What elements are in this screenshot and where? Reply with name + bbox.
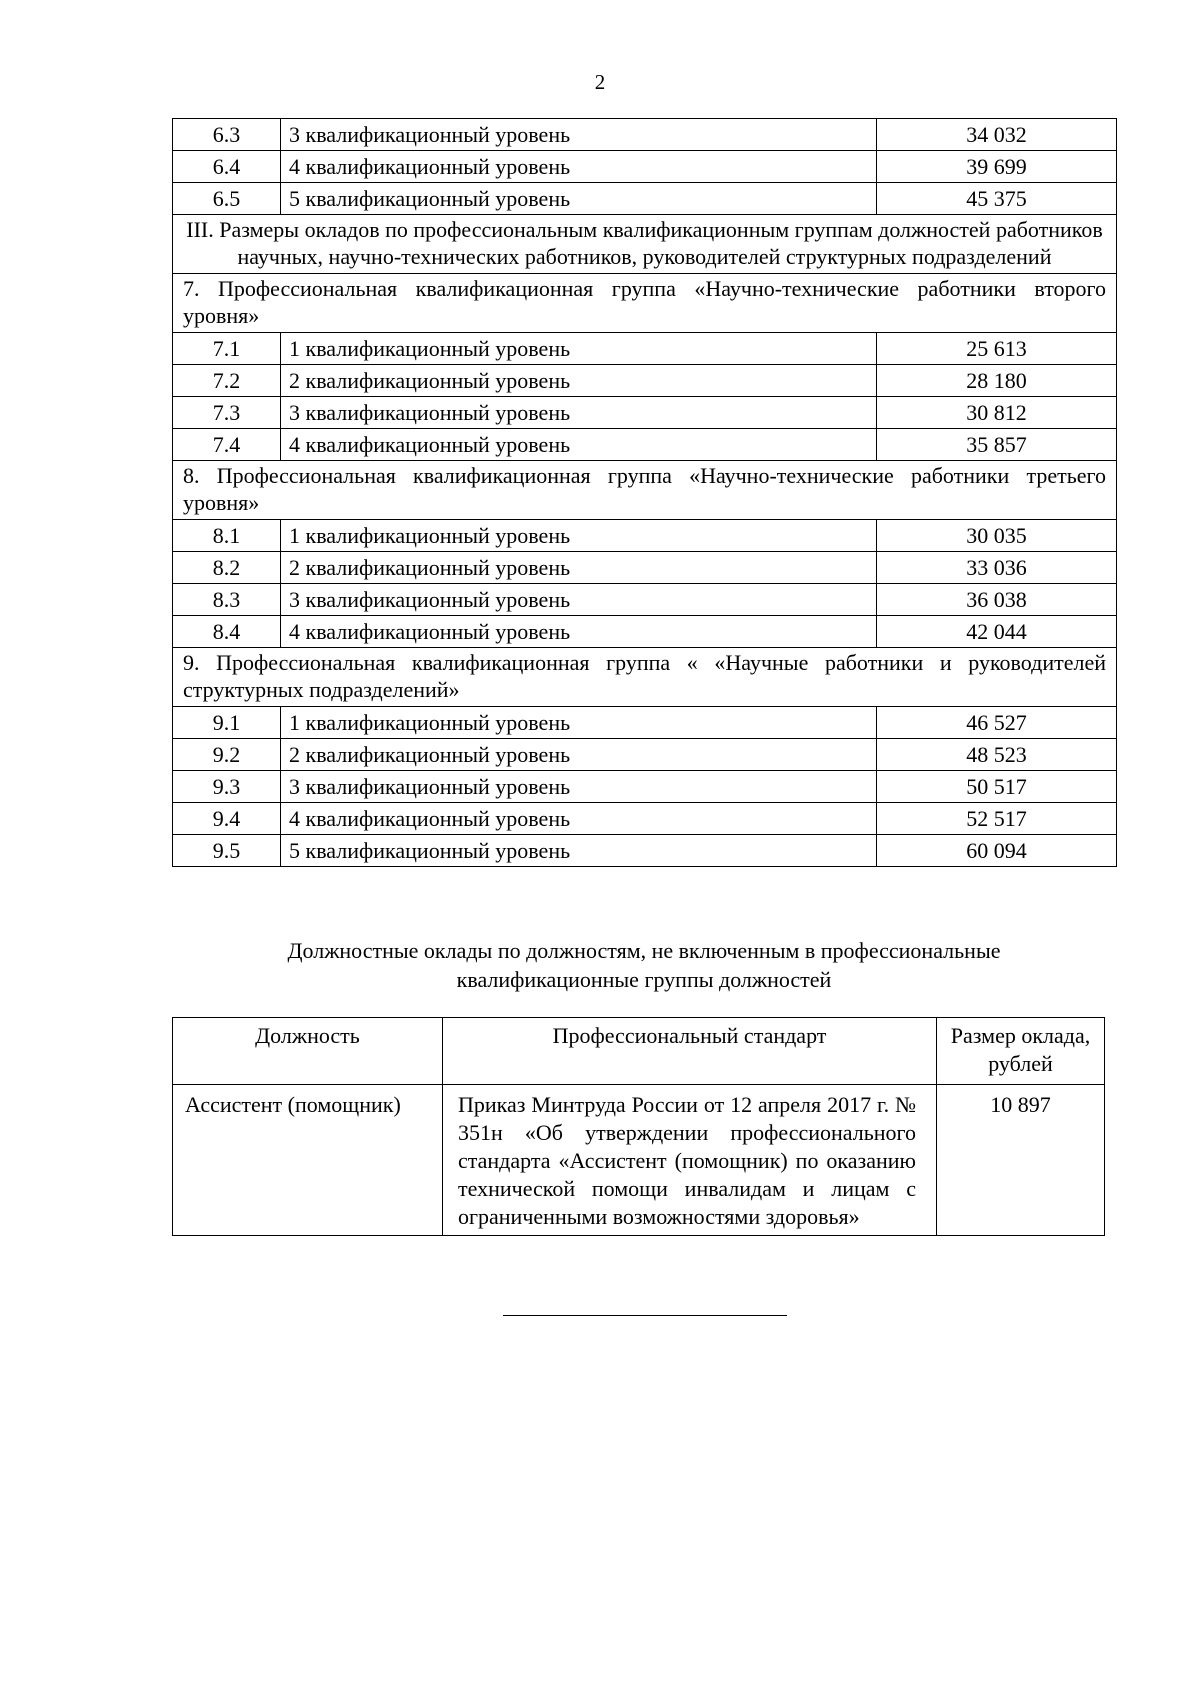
professional-standard-text: Приказ Минтруда России от 12 апреля 2017 г. № 351н «Об утверждении профессионального стандарта «Ассистент (помощник) по оказанию технической помощи инвалидам и лицам с (458, 1092, 916, 1201)
table-row (173, 1085, 1105, 1236)
row-salary-value: 46 527 (877, 707, 1117, 739)
row-salary-value: 25 613 (877, 333, 1117, 365)
row-salary-value: 36 038 (877, 584, 1117, 616)
row-number: 9.5 (173, 835, 281, 867)
group-title: 9. Профессиональная квалификационная группа « «Научные работники и руководителей структурных подразделений» (173, 648, 1117, 707)
table-row (173, 771, 1117, 803)
row-salary-value: 60 094 (877, 835, 1117, 867)
row-level-name: 1 квалификационный уровень (281, 333, 877, 365)
row-salary-value: 45 375 (877, 183, 1117, 215)
table-row (173, 739, 1117, 771)
extra-positions-heading-line: квалификационные группы должностей (456, 967, 832, 992)
row-level-name: 2 квалификационный уровень (281, 552, 877, 584)
row-number: 8.1 (173, 520, 281, 552)
table-row (173, 707, 1117, 739)
row-salary-value: 35 857 (877, 429, 1117, 461)
table-row (173, 397, 1117, 429)
row-number: 6.4 (173, 151, 281, 183)
professional-standard-text-end: ограниченными возможностями здоровья» (458, 1204, 860, 1229)
row-level-name: 4 квалификационный уровень (281, 616, 877, 648)
group-title-row (173, 274, 1117, 333)
table-row (173, 333, 1117, 365)
column-header-position: Должность (173, 1018, 443, 1085)
table-row (173, 151, 1117, 183)
row-number: 7.1 (173, 333, 281, 365)
section-heading-row (173, 215, 1117, 274)
page-number: 2 (594, 70, 606, 94)
end-divider (503, 1315, 787, 1316)
row-level-name: 3 квалификационный уровень (281, 119, 877, 151)
salary-table (172, 118, 1117, 867)
row-level-name: 3 квалификационный уровень (281, 397, 877, 429)
section-heading: III. Размеры окладов по профессиональным квалификационным группам должностей работников научных, научно-технических работников, руководителей структурных подразделений (173, 215, 1117, 274)
row-salary-value: 30 035 (877, 520, 1117, 552)
row-number: 8.4 (173, 616, 281, 648)
column-header-standard: Профессиональный стандарт (443, 1018, 937, 1085)
table-row (173, 365, 1117, 397)
table-row (173, 429, 1117, 461)
row-level-name: 1 квалификационный уровень (281, 520, 877, 552)
row-salary-value: 28 180 (877, 365, 1117, 397)
table-row (173, 119, 1117, 151)
professional-standard (443, 1085, 937, 1236)
row-salary-value: 33 036 (877, 552, 1117, 584)
group-title-row (173, 461, 1117, 520)
row-salary-value: 42 044 (877, 616, 1117, 648)
group-title-row (173, 648, 1117, 707)
row-number: 6.5 (173, 183, 281, 215)
extra-positions-heading-line: Должностные оклады по должностям, не включенным в профессиональные (287, 938, 1001, 963)
row-number: 8.3 (173, 584, 281, 616)
group-title: 8. Профессиональная квалификационная группа «Научно-технические работники третьего уровня» (173, 461, 1117, 520)
salary-amount: 10 897 (937, 1085, 1105, 1236)
table-row (173, 520, 1117, 552)
row-level-name: 5 квалификационный уровень (281, 835, 877, 867)
table-header-row (173, 1018, 1105, 1085)
row-level-name: 3 квалификационный уровень (281, 771, 877, 803)
column-header-salary (937, 1018, 1105, 1085)
table-row (173, 552, 1117, 584)
table-row (173, 835, 1117, 867)
position-name: Ассистент (помощник) (173, 1085, 443, 1236)
column-header-salary-line: Размер оклада, (950, 1023, 1091, 1048)
table-row (173, 584, 1117, 616)
row-number: 6.3 (173, 119, 281, 151)
row-level-name: 4 квалификационный уровень (281, 429, 877, 461)
row-salary-value: 39 699 (877, 151, 1117, 183)
row-salary-value: 34 032 (877, 119, 1117, 151)
row-level-name: 2 квалификационный уровень (281, 739, 877, 771)
table-row (173, 183, 1117, 215)
row-number: 7.3 (173, 397, 281, 429)
table-row (173, 803, 1117, 835)
row-number: 9.2 (173, 739, 281, 771)
row-number: 9.4 (173, 803, 281, 835)
row-level-name: 1 квалификационный уровень (281, 707, 877, 739)
row-level-name: 5 квалификационный уровень (281, 183, 877, 215)
extra-positions-heading (172, 936, 1116, 994)
row-number: 9.1 (173, 707, 281, 739)
row-level-name: 3 квалификационный уровень (281, 584, 877, 616)
row-number: 7.2 (173, 365, 281, 397)
row-number: 7.4 (173, 429, 281, 461)
row-salary-value: 48 523 (877, 739, 1117, 771)
row-salary-value: 52 517 (877, 803, 1117, 835)
row-level-name: 4 квалификационный уровень (281, 803, 877, 835)
row-level-name: 4 квалификационный уровень (281, 151, 877, 183)
row-salary-value: 50 517 (877, 771, 1117, 803)
column-header-salary-line: рублей (988, 1051, 1053, 1076)
row-number: 9.3 (173, 771, 281, 803)
row-salary-value: 30 812 (877, 397, 1117, 429)
group-title: 7. Профессиональная квалификационная группа «Научно-технические работники второго уровня» (173, 274, 1117, 333)
extra-positions-table (172, 1017, 1105, 1236)
row-level-name: 2 квалификационный уровень (281, 365, 877, 397)
row-number: 8.2 (173, 552, 281, 584)
table-row (173, 616, 1117, 648)
